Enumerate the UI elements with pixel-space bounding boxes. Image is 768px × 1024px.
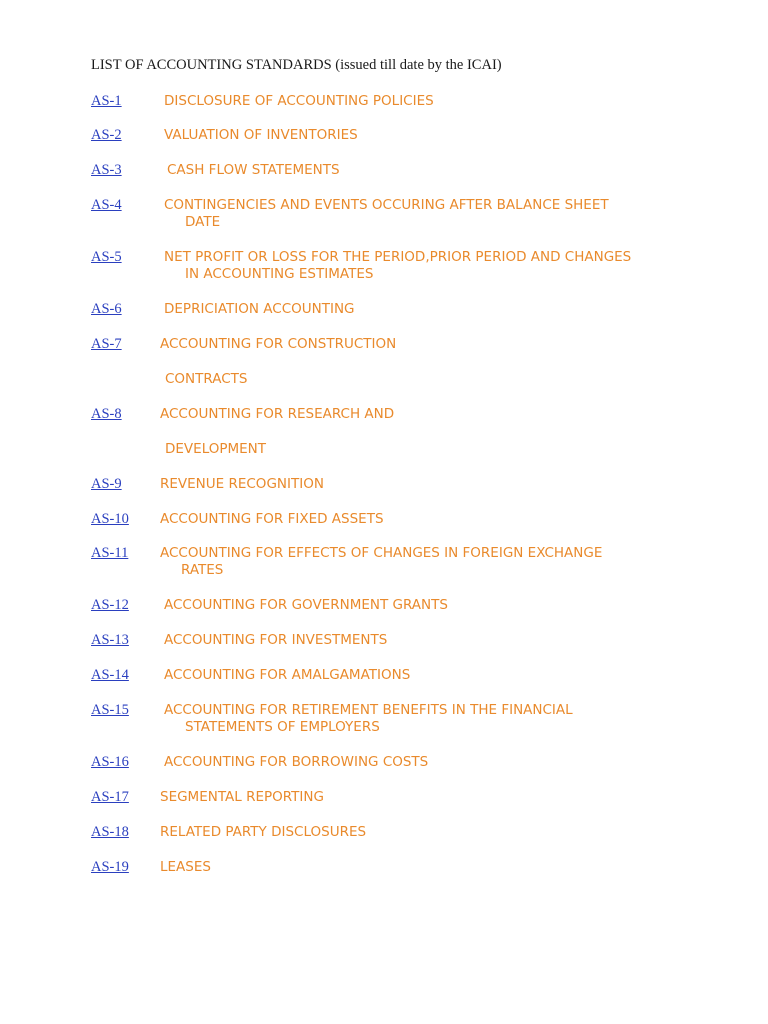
standard-title-line: ACCOUNTING FOR FIXED ASSETS — [160, 511, 384, 527]
standard-title-line: NET PROFIT OR LOSS FOR THE PERIOD,PRIOR PERIOD AND CHANGES — [164, 249, 632, 265]
standard-title-line: ACCOUNTING FOR AMALGAMATIONS — [164, 667, 411, 683]
standard-title-line: ACCOUNTING FOR RESEARCH AND — [160, 406, 395, 422]
standard-title-line: CONTINGENCIES AND EVENTS OCCURING AFTER BALANCE SHEET — [164, 197, 609, 213]
standard-code-link[interactable]: AS-14 — [91, 667, 129, 683]
standard-title — [160, 336, 396, 353]
standard-title-line: LEASES — [160, 859, 211, 875]
standard-code-link[interactable]: AS-18 — [91, 824, 129, 840]
standard-title — [164, 597, 448, 614]
standard-code-link[interactable]: AS-2 — [91, 127, 122, 143]
standard-code-link[interactable]: AS-6 — [91, 301, 122, 317]
standard-code-link[interactable]: AS-3 — [91, 162, 122, 178]
standard-title-line: ACCOUNTING FOR EFFECTS OF CHANGES IN FOREIGN EXCHANGE — [160, 545, 603, 561]
standard-title-line: VALUATION OF INVENTORIES — [164, 127, 358, 143]
standard-title-line: SEGMENTAL REPORTING — [160, 789, 324, 805]
standard-code-link[interactable]: AS-9 — [91, 476, 122, 492]
standard-code-link[interactable]: AS-11 — [91, 545, 129, 561]
standard-title-line: DEPRICIATION ACCOUNTING — [164, 301, 355, 317]
standard-title-line: REVENUE RECOGNITION — [160, 476, 324, 492]
standard-title — [164, 301, 355, 318]
standard-title — [160, 789, 324, 806]
standard-title-line: ACCOUNTING FOR RETIREMENT BENEFITS IN THE FINANCIAL — [164, 702, 573, 718]
standard-title-line: DEVELOPMENT — [165, 441, 267, 457]
standard-title-line: ACCOUNTING FOR INVESTMENTS — [164, 632, 388, 648]
standard-title — [165, 441, 266, 458]
standard-title-line: ACCOUNTING FOR GOVERNMENT GRANTS — [164, 597, 448, 613]
standard-title — [160, 859, 211, 876]
standard-code-link[interactable]: AS-13 — [91, 632, 129, 648]
standard-code-link[interactable]: AS-4 — [91, 197, 122, 213]
standard-code-link[interactable]: AS-1 — [91, 93, 122, 109]
standard-title-line: IN ACCOUNTING ESTIMATES — [185, 266, 374, 282]
standard-code-link[interactable]: AS-12 — [91, 597, 129, 613]
standard-title — [160, 476, 324, 493]
standard-title — [164, 249, 631, 283]
standard-title — [160, 511, 384, 528]
standard-title — [164, 197, 609, 231]
standard-title — [160, 406, 394, 423]
standard-title-line: STATEMENTS OF EMPLOYERS — [185, 719, 380, 735]
standard-code-link[interactable]: AS-16 — [91, 754, 129, 770]
standard-title — [164, 702, 573, 736]
standard-title — [160, 545, 602, 579]
standard-title-line: ACCOUNTING FOR CONSTRUCTION — [160, 336, 397, 352]
standard-title-line: CONTRACTS — [165, 371, 248, 387]
standard-title-line: DATE — [185, 214, 221, 230]
standard-title — [165, 371, 247, 388]
standard-code-link[interactable]: AS-15 — [91, 702, 129, 718]
standard-title-line: DISCLOSURE OF ACCOUNTING POLICIES — [164, 93, 434, 109]
standard-title — [164, 667, 410, 684]
standard-title-line: CASH FLOW STATEMENTS — [167, 162, 340, 178]
standard-title — [164, 93, 434, 110]
standard-title — [164, 632, 387, 649]
page-title: LIST OF ACCOUNTING STANDARDS (issued till date by the ICAI) — [91, 57, 502, 73]
standard-title — [164, 754, 428, 771]
standard-title — [167, 162, 340, 179]
standard-title-line: ACCOUNTING FOR BORROWING COSTS — [164, 754, 429, 770]
standard-title-line: RATES — [181, 562, 224, 578]
standard-code-link[interactable]: AS-19 — [91, 859, 129, 875]
standard-code-link[interactable]: AS-17 — [91, 789, 129, 805]
standard-title — [164, 127, 358, 144]
standard-title-line: RELATED PARTY DISCLOSURES — [160, 824, 367, 840]
standard-code-link[interactable]: AS-5 — [91, 249, 122, 265]
standard-code-link[interactable]: AS-7 — [91, 336, 122, 352]
standard-code-link[interactable]: AS-10 — [91, 511, 129, 527]
standard-title — [160, 824, 366, 841]
standard-code-link[interactable]: AS-8 — [91, 406, 122, 422]
